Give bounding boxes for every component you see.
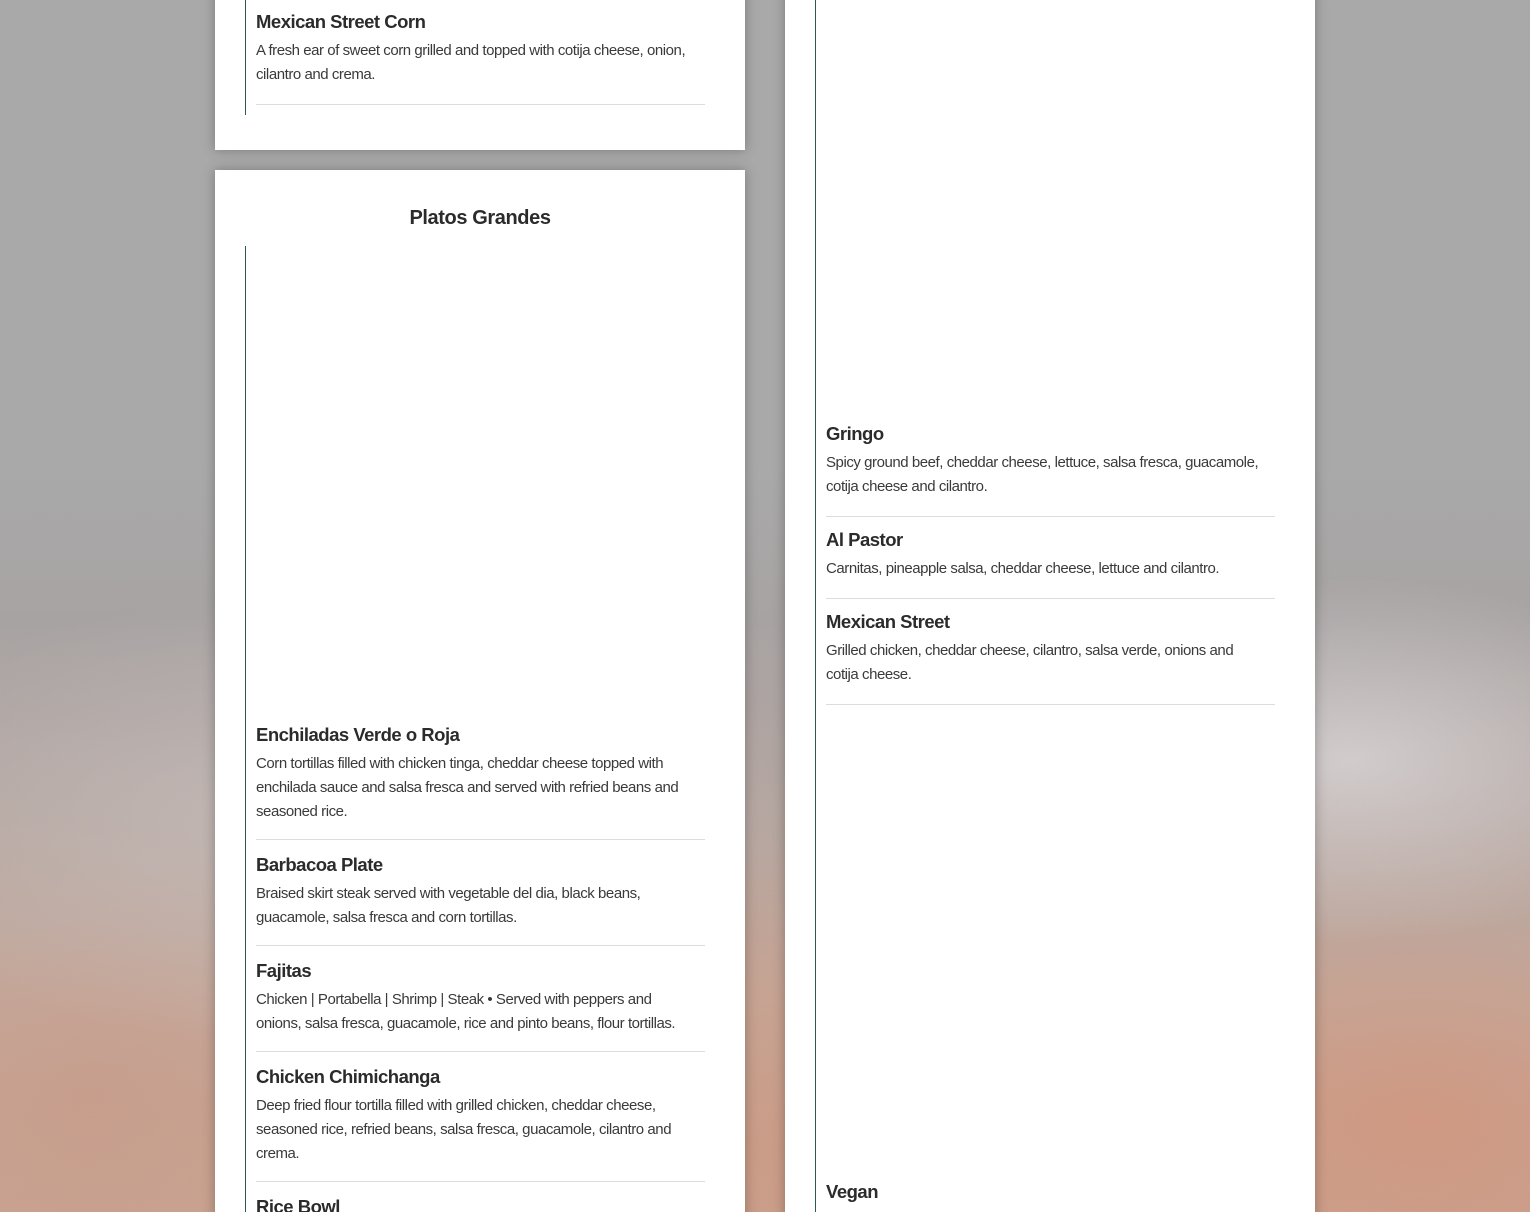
item-divider bbox=[826, 598, 1275, 599]
menu-card-right bbox=[785, 0, 1315, 1212]
menu-item bbox=[826, 1180, 1266, 1204]
menu-item bbox=[826, 528, 1266, 581]
section-title: Platos Grandes bbox=[409, 207, 551, 229]
menu-item bbox=[826, 610, 1266, 687]
item-divider bbox=[256, 1051, 705, 1052]
menu-card-top bbox=[215, 0, 745, 150]
menu-item-description: A fresh ear of sweet corn grilled and topped with cotija cheese, onion, cilantro and crema. bbox=[256, 42, 686, 83]
menu-item-name: Enchiladas Verde o Roja bbox=[256, 724, 460, 745]
menu-item-name: Chicken Chimichanga bbox=[256, 1066, 440, 1087]
menu-item bbox=[256, 1065, 686, 1166]
menu-item-name: Mexican Street Corn bbox=[256, 11, 426, 32]
menu-item bbox=[826, 422, 1266, 499]
item-divider bbox=[826, 704, 1275, 705]
menu-item-description: Grilled chicken, cheddar cheese, cilantro, salsa verde, onions and cotija cheese. bbox=[826, 642, 1234, 683]
menu-item-name: Mexican Street bbox=[826, 611, 950, 632]
menu-item bbox=[256, 1195, 686, 1212]
menu-item-description: Chicken | Portabella | Shrimp | Steak • Served with peppers and onions, salsa fresca, guacamole, rice and pinto beans, flour tortillas. bbox=[256, 991, 676, 1032]
section-rail bbox=[245, 0, 246, 115]
menu-item bbox=[256, 10, 696, 87]
menu-item-name: Fajitas bbox=[256, 960, 312, 981]
menu-item bbox=[256, 853, 686, 930]
menu-item-name: Vegan bbox=[826, 1181, 878, 1202]
section-rail bbox=[815, 0, 816, 1212]
item-divider bbox=[256, 1181, 705, 1182]
item-divider bbox=[256, 104, 705, 105]
section-rail bbox=[245, 246, 246, 1212]
item-divider bbox=[826, 516, 1275, 517]
menu-card-platos-grandes bbox=[215, 170, 745, 1212]
menu-item-description: Corn tortillas filled with chicken tinga, cheddar cheese topped with enchilada sauce and salsa fresca and served with refried beans and seasoned rice. bbox=[256, 755, 679, 820]
menu-item-description: Braised skirt steak served with vegetable del dia, black beans, guacamole, salsa fresca and corn tortillas. bbox=[256, 885, 641, 926]
menu-item-name: Al Pastor bbox=[826, 529, 903, 550]
menu-item-description: Spicy ground beef, cheddar cheese, lettuce, salsa fresca, guacamole, cotija cheese and cilantro. bbox=[826, 454, 1259, 495]
menu-item bbox=[256, 723, 686, 824]
menu-item-name: Gringo bbox=[826, 423, 884, 444]
item-divider bbox=[256, 945, 705, 946]
item-divider bbox=[256, 839, 705, 840]
menu-item bbox=[256, 959, 686, 1036]
menu-item-description: Deep fried flour tortilla filled with grilled chicken, cheddar cheese, seasoned rice, refried beans, salsa fresca, guacamole, cilantro and crema. bbox=[256, 1097, 672, 1162]
menu-item-name: Rice Bowl bbox=[256, 1196, 340, 1212]
menu-item-description: Carnitas, pineapple salsa, cheddar cheese, lettuce and cilantro. bbox=[826, 560, 1220, 577]
menu-item-name: Barbacoa Plate bbox=[256, 854, 383, 875]
